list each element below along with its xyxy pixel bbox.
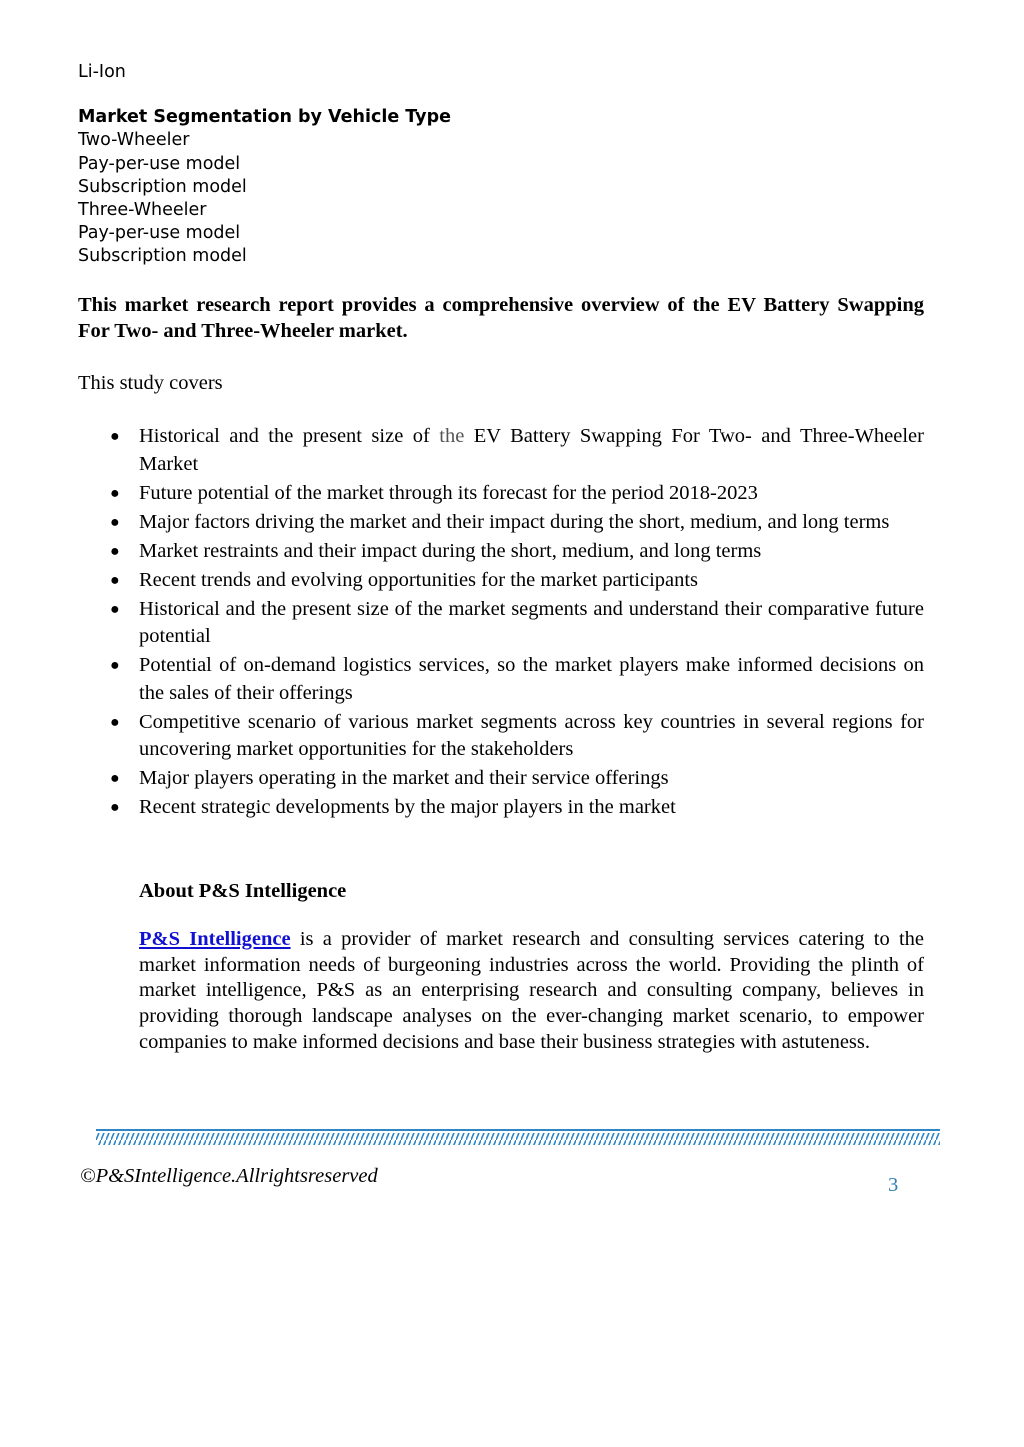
bullet-icon: ● [110, 770, 120, 787]
bullet-icon: ● [110, 600, 120, 618]
list-item-text: the [439, 425, 465, 447]
coverage-list [78, 423, 924, 823]
bullet-icon: ● [110, 799, 120, 816]
intro-paragraph: This market research report provides a comprehensive overview of the EV Battery Swapping For Two- and Three-Wheeler market. [78, 294, 924, 342]
page-number: 3 [888, 1174, 899, 1196]
list-item [78, 596, 924, 651]
list-item [78, 480, 924, 508]
segment-item: Pay-per-use model [78, 223, 241, 244]
list-item-text: Market restraints and their impact during the short, medium, and long terms [139, 539, 762, 562]
top-line-text: Li-Ion [78, 62, 126, 82]
bullet-icon: ● [110, 713, 120, 731]
list-item-text: Major factors driving the market and their impact during the short, medium, and long terms [139, 510, 890, 533]
segmentation-heading: Market Segmentation by Vehicle Type [78, 107, 451, 128]
list-item-text: Historical and the present size of [139, 425, 440, 447]
bullet-icon: ● [110, 484, 120, 502]
list-item-text: Major players operating in the market and their service offerings [139, 767, 669, 789]
list-item [78, 709, 924, 764]
bullet-icon: ● [110, 428, 120, 445]
list-item [78, 538, 924, 566]
list-item [78, 794, 924, 822]
list-item [78, 567, 924, 595]
about-paragraph [139, 927, 924, 1056]
bullet-icon: ● [110, 513, 120, 531]
list-item [78, 509, 924, 537]
about-heading: About P&S Intelligence [139, 880, 347, 902]
list-item-text: Recent trends and evolving opportunities for the market participants [139, 568, 699, 591]
segment-item: Three-Wheeler [78, 200, 207, 221]
segment-item: Pay-per-use model [78, 153, 241, 174]
list-item-text: Future potential of the market through its forecast for the period 2018-2023 [139, 481, 758, 504]
list-item-text: Historical and the present size of the market segments and understand their comparative future potential [139, 597, 924, 647]
list-item-text: EV Battery Swapping For Two- and Three-Wheeler Market [139, 425, 924, 475]
segment-item: Two-Wheeler [78, 130, 190, 151]
list-item [78, 765, 924, 793]
list-item-text: Potential of on-demand logistics services, so the market players make informed decisions on the sales of their offerings [139, 654, 924, 704]
bullet-icon: ● [110, 571, 120, 589]
list-item-text: Recent strategic developments by the major players in the market [139, 796, 676, 818]
bullet-icon: ● [110, 657, 120, 674]
segment-item: Subscription model [78, 246, 247, 267]
study-covers-label: This study covers [78, 372, 223, 394]
footer-divider [96, 1128, 940, 1147]
about-body-text: is a provider of market research and consulting services catering to the market information needs of burgeoning industries across the world. Providing the plinth of market intelligence, P&S as an enterprising research and consulting company, believes in providing thorough landscape analyses on the ever-changing market scenario, to empower companies to make informed decisions and base their business strategies with astuteness. [139, 928, 925, 1053]
footer-copyright: ©P&SIntelligence.Allrightsreserved [80, 1165, 378, 1187]
list-item-text: Competitive scenario of various market segments across key countries in several regions for uncovering market opportunities for the stakeholders [139, 710, 924, 760]
list-item [78, 423, 924, 478]
segment-item: Subscription model [78, 176, 247, 197]
segmentation-block [78, 61, 928, 269]
company-link[interactable]: P&S Intelligence [139, 928, 291, 950]
list-item [78, 652, 924, 707]
bullet-icon: ● [110, 542, 120, 560]
